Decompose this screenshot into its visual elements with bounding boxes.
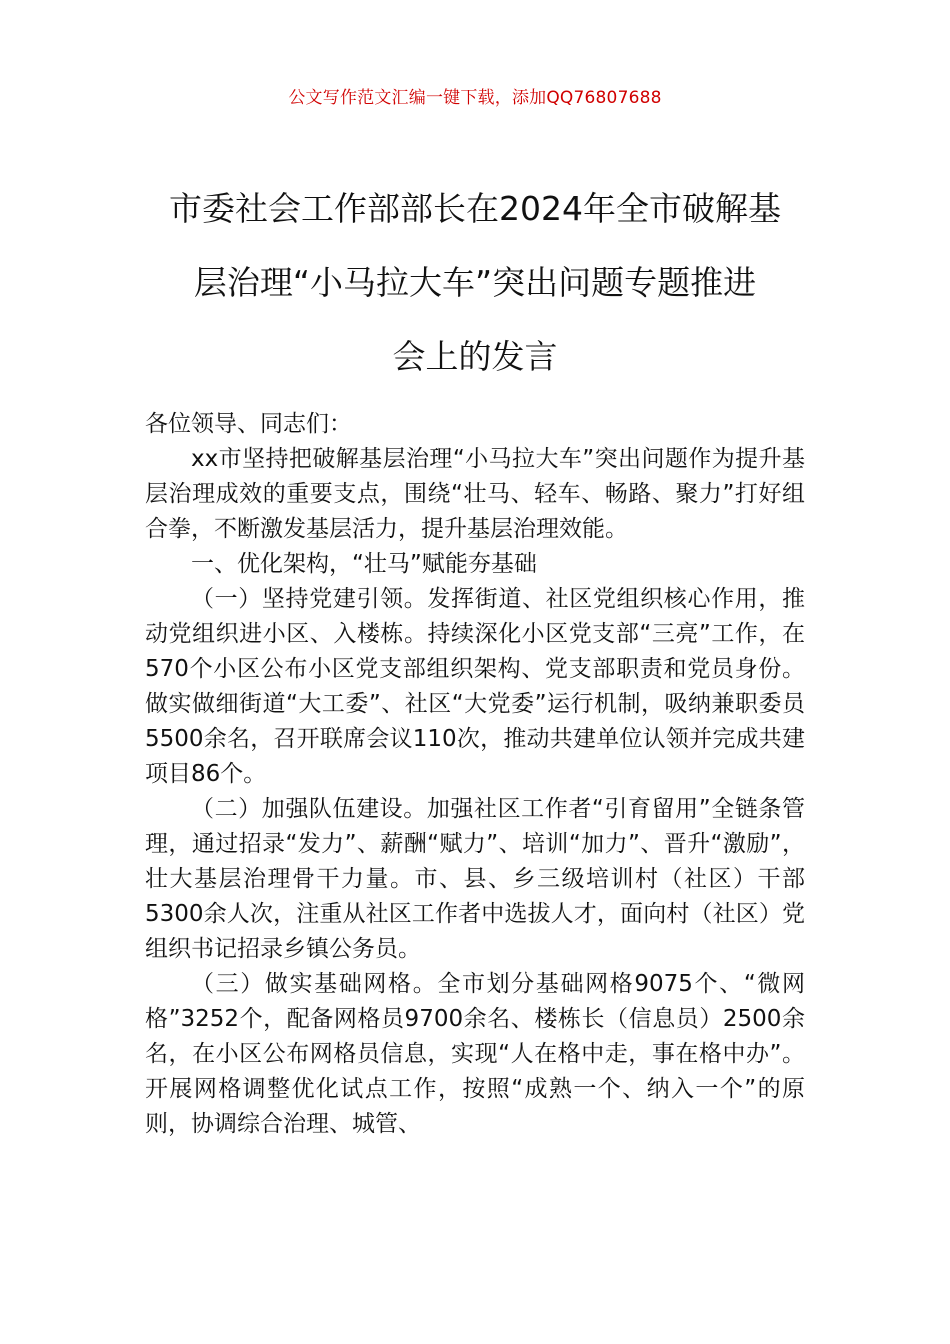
subsection-paragraph-1: （一）坚持党建引领。发挥街道、社区党组织核心作用，推动党组织进小区、入楼栋。持续深化小区党支部“三亮”工作，在570个小区公布小区党支部组织架构、党支部职责和党员身份。做实做细街道“大工委”、社区“大党委”运行机制，吸纳兼职委员5500余名，召开联席会议110次，推动共建单位认领并完成共建项目86个。 bbox=[145, 586, 805, 787]
intro-paragraph: xx市坚持把破解基层治理“小马拉大车”突出问题作为提升基层治理成效的重要支点，围绕“壮马、轻车、畅路、聚力”打好组合拳，不断激发基层活力，提升基层治理效能。 bbox=[145, 446, 805, 542]
title-line-3: 会上的发言 bbox=[392, 337, 558, 376]
title-line-2: 层治理“小马拉大车”突出问题专题推进 bbox=[193, 263, 757, 302]
title-line-1: 市委社会工作部部长在2024年全市破解基 bbox=[169, 189, 781, 228]
document-body bbox=[145, 407, 805, 1142]
subsection-paragraph-2: （二）加强队伍建设。加强社区工作者“引育留用”全链条管理，通过招录“发力”、薪酬“赋力”、培训“加力”、晋升“激励”，壮大基层治理骨干力量。市、县、乡三级培训村（社区）干部5300余人次，注重从社区工作者中选拔人才，面向村（社区）党组织书记招录乡镇公务员。 bbox=[145, 796, 805, 962]
document-title bbox=[140, 172, 810, 394]
salutation: 各位领导、同志们： bbox=[145, 411, 352, 437]
download-promo-note: 公文写作范文汇编一键下载，添加QQ76807688 bbox=[288, 88, 662, 108]
section-heading-1: 一、优化架构，“壮马”赋能夯基础 bbox=[191, 551, 537, 577]
subsection-paragraph-3: （三）做实基础网格。全市划分基础网格9075个、“微网格”3252个，配备网格员9700余名、楼栋长（信息员）2500余名，在小区公布网格员信息，实现“人在格中走，事在格中办”。开展网格调整优化试点工作，按照“成熟一个、纳入一个”的原则，协调综合治理、城管、 bbox=[145, 971, 805, 1137]
